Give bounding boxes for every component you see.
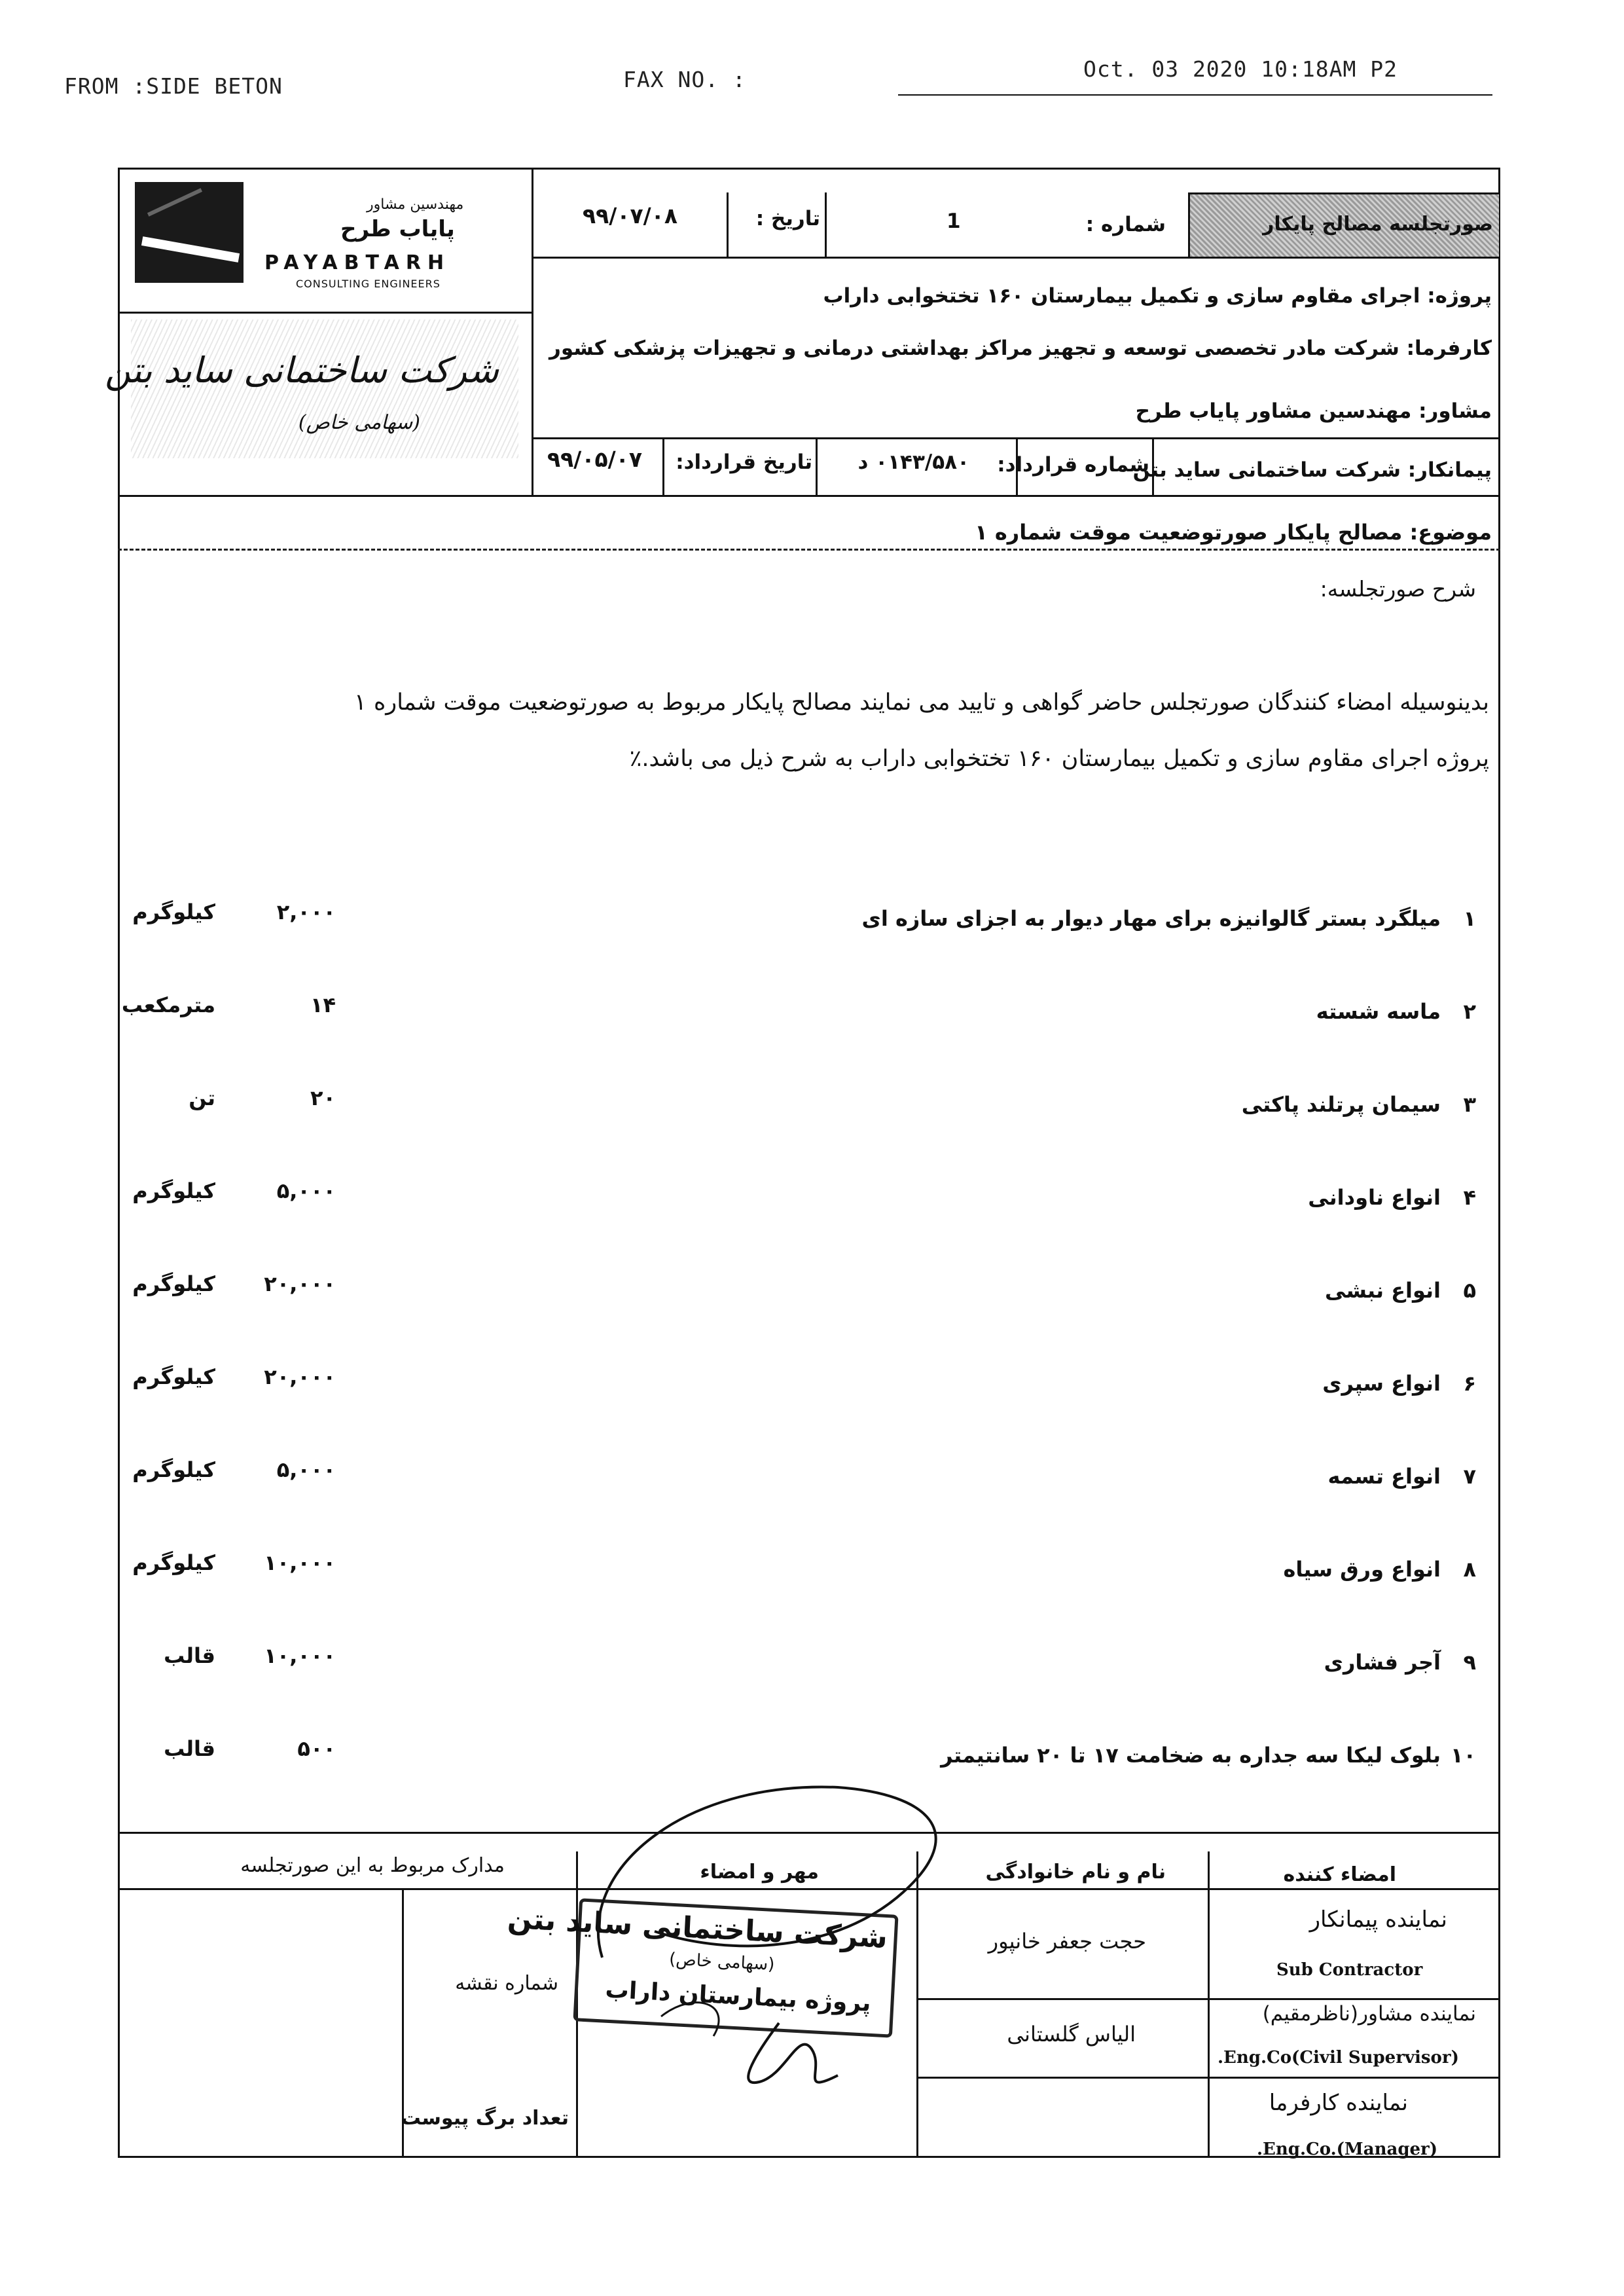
item-number: ۳ xyxy=(1463,1092,1476,1117)
form-title: صورتجلسه مصالح پایکار xyxy=(1263,213,1493,236)
item-unit: کیلوگرم xyxy=(132,1271,215,1296)
docs-attach-count: تعداد برگ پیوست xyxy=(401,2107,569,2130)
item-description: بلوک لیکا سه جداره به ضخامت ۱۷ تا ۲۰ سانتیمتر xyxy=(941,1743,1441,1768)
consultant-line: مشاور: مهندسین مشاور پایاب طرح xyxy=(1135,399,1492,423)
item-description: میلگرد بستر گالوانیزه برای مهار دیوار به اجزای سازه ای xyxy=(861,906,1441,931)
contract-number-label: شماره قرارداد: xyxy=(997,453,1149,477)
sig-role-employer: نماینده کارفرما xyxy=(1269,2090,1408,2116)
employer-line: کارفرما: شرکت مادر تخصصی توسعه و تجهیز مراکز بهداشتی درمانی و تجهیزات پزشکی کشور xyxy=(549,337,1492,360)
sig-col-seal: مهر و امضاء xyxy=(700,1861,819,1884)
contractor-divider-4 xyxy=(662,437,664,495)
item-quantity: ۱۴ xyxy=(310,993,336,1017)
header-bottom-line xyxy=(118,495,1500,497)
item-unit: قالب xyxy=(164,1643,215,1668)
header-row-line-1 xyxy=(532,257,1500,259)
item-number: ۸ xyxy=(1463,1557,1476,1582)
item-number: ۲ xyxy=(1463,999,1476,1024)
item-unit: قالب xyxy=(164,1736,215,1761)
contract-number-value: ۰۱۴۳/۵۸۰ د xyxy=(857,450,969,474)
item-quantity: ۵,۰۰۰ xyxy=(276,1457,336,1482)
description-label: شرح صورتجلسه: xyxy=(1320,576,1476,602)
item-unit: مترمکعب xyxy=(121,993,215,1017)
item-description: انواع نبشی xyxy=(1324,1278,1441,1303)
item-unit: کیلوگرم xyxy=(132,1457,215,1482)
sig-role-employer-en: .Eng.Co.(Manager) xyxy=(1257,2140,1438,2159)
date-label-divider xyxy=(727,192,729,257)
date-label: تاریخ : xyxy=(755,207,820,230)
sig-col-name: نام و نام خانوادگی xyxy=(985,1861,1166,1884)
sig-col-divider-1 xyxy=(1208,1851,1210,2158)
docs-plan-number: شماره نقشه xyxy=(455,1972,558,1995)
company-stamp-top-line1: شرکت ساختمانی ساید بتن xyxy=(105,350,499,391)
company-stamp-bottom-line2: (سهامی خاص) xyxy=(668,1949,776,1975)
item-quantity: ۲,۰۰۰ xyxy=(276,900,336,924)
header-left-divider xyxy=(532,168,533,495)
item-number: ۷ xyxy=(1463,1464,1476,1489)
item-quantity: ۱۰,۰۰۰ xyxy=(264,1643,336,1668)
number-cell-divider xyxy=(825,192,827,257)
item-description: انواع تسمه xyxy=(1327,1464,1441,1489)
subject-line: موضوع: مصالح پایکار صورتوضعیت موقت شماره ۱ xyxy=(975,520,1492,545)
sig-name-consultant: الیاس گلستانی xyxy=(1007,2022,1136,2047)
item-quantity: ۵,۰۰۰ xyxy=(276,1178,336,1203)
item-description: انواع ناودانی xyxy=(1308,1185,1441,1210)
item-quantity: ۵۰۰ xyxy=(297,1736,336,1761)
number-label: شماره : xyxy=(1085,213,1166,236)
sig-role-contractor-en: Sub Contractor xyxy=(1276,1960,1423,1980)
item-number: ۱ xyxy=(1463,906,1476,931)
fax-datetime: Oct. 03 2020 10:18AM P2 xyxy=(1083,56,1398,82)
title-cell-top xyxy=(1188,192,1500,194)
logo-line-1: مهندسین مشاور xyxy=(367,196,464,213)
description-line-2: پروژه اجرای مقاوم سازی و تکمیل بیمارستان ۱۶۰ تختخوابی داراب به شرح ذیل می باشد.٪ xyxy=(629,746,1489,772)
sig-col-docs: مدارک مربوط به این صورتجلسه xyxy=(240,1854,505,1877)
item-quantity: ۲۰,۰۰۰ xyxy=(264,1271,336,1296)
handwritten-signature-loop xyxy=(563,1741,982,2108)
item-unit: کیلوگرم xyxy=(132,1178,215,1203)
subject-dashed-line xyxy=(118,549,1500,551)
item-unit: کیلوگرم xyxy=(132,1364,215,1389)
contract-date-value: ۹۹/۰۵/۰۷ xyxy=(547,446,642,472)
item-number: ۹ xyxy=(1463,1650,1476,1675)
number-value: 1 xyxy=(947,210,961,233)
contractor-divider-3 xyxy=(816,437,818,495)
logo-latin: PAYABTARH xyxy=(264,251,451,274)
sig-col-signer: امضاء کننده xyxy=(1283,1863,1396,1886)
contractor-line: پیمانکار: شرکت ساختمانی ساید بتن xyxy=(1132,458,1492,482)
item-description: انواع ورق سیاه xyxy=(1283,1557,1441,1582)
title-cell-divider xyxy=(1188,192,1190,257)
company-stamp-bottom-line3: پروژه بیمارستان داراب xyxy=(604,1976,872,2017)
description-line-1: بدینوسیله امضاء کنندگان صورتجلس حاضر گواهی و تایید می نمایند مصالح پایکار مربوط به صورتوضعیت موقت شماره ۱ xyxy=(354,689,1489,716)
fax-from: FROM :SIDE BETON xyxy=(64,73,283,99)
item-number: ۱۰ xyxy=(1450,1743,1476,1768)
logo-sub: CONSULTING ENGINEERS xyxy=(296,278,441,290)
payabtarh-logo-mark xyxy=(135,182,244,283)
fax-underline xyxy=(898,94,1492,96)
project-line: پروژه: اجرای مقاوم سازی و تکمیل بیمارستان ۱۶۰ تختخوابی داراب xyxy=(823,284,1492,308)
sig-role-consultant: نماینده مشاور(ناظرمقیم) xyxy=(1262,2002,1476,2026)
date-value: ۹۹/۰۷/۰۸ xyxy=(583,203,677,228)
item-unit: کیلوگرم xyxy=(132,1550,215,1575)
item-description: انواع سپری xyxy=(1322,1371,1441,1396)
sig-name-contractor: حجت جعفر خانپور xyxy=(988,1929,1146,1954)
logo-divider xyxy=(118,312,532,314)
item-description: سیمان پرتلند پاکتی xyxy=(1241,1092,1441,1117)
sig-role-contractor: نماینده پیمانکار xyxy=(1309,1906,1447,1933)
contract-date-label: تاریخ قرارداد: xyxy=(676,450,812,474)
item-description: آجر فشاری xyxy=(1324,1650,1441,1675)
item-number: ۴ xyxy=(1463,1185,1476,1210)
item-quantity: ۱۰,۰۰۰ xyxy=(264,1550,336,1575)
item-quantity: ۲۰ xyxy=(310,1085,336,1110)
company-stamp-bottom-line1: شرکت ساختمانی ساید بتن xyxy=(507,1901,889,1956)
item-unit: کیلوگرم xyxy=(132,900,215,924)
item-description: ماسه شسته xyxy=(1316,999,1441,1024)
item-number: ۵ xyxy=(1463,1278,1476,1303)
item-unit: تن xyxy=(189,1085,215,1110)
item-number: ۶ xyxy=(1463,1371,1476,1396)
logo-line-2: پایاب طرح xyxy=(340,216,455,242)
company-stamp-top xyxy=(105,319,518,458)
item-quantity: ۲۰,۰۰۰ xyxy=(264,1364,336,1389)
fax-number: FAX NO. : xyxy=(623,67,746,92)
company-stamp-top-line2: (سهامی خاص) xyxy=(298,411,420,434)
sig-role-consultant-en: .Eng.Co(Civil Supervisor) xyxy=(1218,2048,1459,2068)
